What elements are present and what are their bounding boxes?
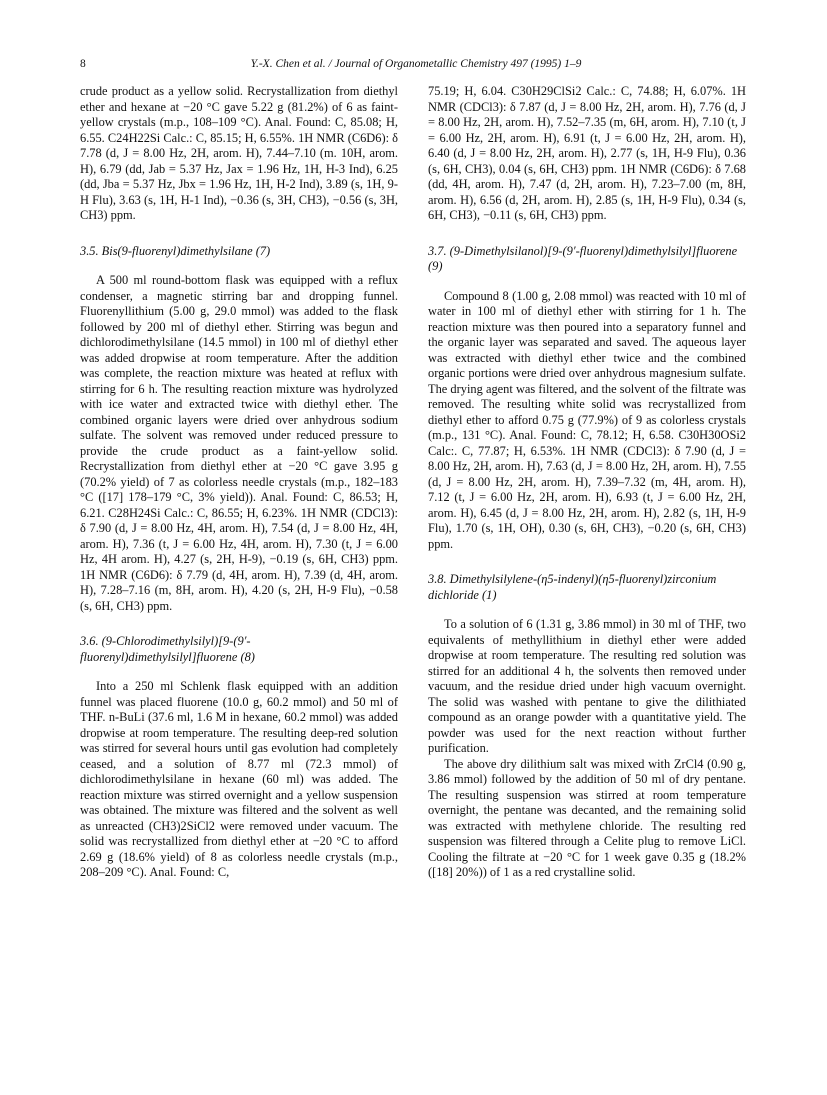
page-number: 8 [80,58,86,70]
paragraph-continued: crude product as a yellow solid. Recrystallization from diethyl ether and hexane at −20 °C gave 5.22 g (81.2%) of 6 as faint-yellow crystals (m.p., 108–109 °C). Anal. Found: C, 85.08; H, 6.55. C24H22Si Calc.: C, 85.15; H, 6.55%. 1H NMR (C6D6): δ 7.78 (d, J = 8.00 Hz, 2H, arom. H), 7.44–7.10 (m. 10H, arom. H), 6.79 (dd, Jab = 5.37 Hz, Jax = 1.96 Hz, 1H, H-3 Ind), 6.25 (dd, Jba = 5.37 Hz, Jbx = 1.96 Hz, 1H, H-2 Ind), 3.89 (s, 1H, 9-H Flu), 3.63 (s, 1H, H-1 Ind), −0.36 (s, 3H, CH3), −0.56 (s, 3H, CH3) ppm. [80,84,398,222]
right-column [428,84,746,881]
running-head: Y.-X. Chen et al. / Journal of Organometallic Chemistry 497 (1995) 1–9 [250,58,582,70]
paragraph-continued: 75.19; H, 6.04. C30H29ClSi2 Calc.: C, 74.88; H, 6.07%. 1H NMR (CDCl3): δ 7.87 (d, J = 8.00 Hz, 2H, arom. H), 7.76 (d, J = 8.00 Hz, 2H, arom. H), 7.52–7.35 (m, 6H, arom. H), 7.10 (t, J = 6.00 Hz, 2H, arom. H), 6.91 (t, J = 6.00 Hz, 2H, arom. H), 6.40 (d, J = 8.00 Hz, 2H, arom. H), 2.77 (s, 1H, H-9 Flu), 0.36 (s, 6H, CH3), 0.04 (s, 6H, CH3) ppm. 1H NMR (C6D6): δ 7.68 (dd, 4H, arom. H), 7.47 (d, 2H, arom. H), 7.23–7.00 (m, 8H, arom. H), 6.56 (d, 2H, arom. H), 2.85 (s, 1H, H-9 Flu), 0.34 (s, 6H, CH3), −0.11 (s, 6H, CH3) ppm. [428,84,746,222]
section-3-8-body-2: The above dry dilithium salt was mixed with ZrCl4 (0.90 g, 3.86 mmol) followed by the addition of 50 ml of dry pentane. The resulting suspension was stirred at room temperature overnight, the pentane was decanted, and the remaining solid was extracted with methylene chloride. The resulting red suspension was filtered through a Celite plug to remove LiCl. Cooling the filtrate at −20 °C for 1 week gave 0.35 g (18.2% ([18] 20%)) of 1 as a red crystalline solid. [428,756,746,879]
section-3-6-body: Into a 250 ml Schlenk flask equipped with an addition funnel was placed fluorene (10.0 g, 60.2 mmol) and 50 ml of THF. n-BuLi (37.6 ml, 1.6 M in hexane, 60.2 mmol) was added dropwise at room temperature. The resulting deep-red solution was stirred for several hours until gas evolution had completely ceased, and a solution of 8.77 ml (72.3 mmol) of dichlorodimethylsilane in hexane (60 ml) was added. The reaction mixture was stirred overnight and a yellow suspension was obtained. The mixture was filtered and the solvent as well as unreacted (CH3)2SiCl2 were removed under vacuum. The solid was recrystallized from diethyl ether at −20 °C to afford 2.69 g (18.6% yield) of 8 as colorless needle crystals (m.p., 208–209 °C). Anal. Found: C, [80,679,398,879]
section-3-5-body: A 500 ml round-bottom flask was equipped with a reflux condenser, a magnetic stirring bar and dropping funnel. Fluorenyllithium (5.00 g, 29.0 mmol) was added to the flask followed by 200 ml of diethyl ether. Stirring was begun and dichlorodimethylsilane (14.5 mmol) in 100 ml of diethyl ether was added dropwise at room temperature. After the addition was complete, the reaction mixture was heated at reflux with stirring for 6 h. The resulting reaction mixture was hydrolyzed with ice water and extracted twice with diethyl ether. The combined organic layers were dried over anhydrous sodium sulfate. The solvent was removed under reduced pressure to provide the crude product as a faint-yellow solid. Recrystallization from diethyl ether at −20 °C gave 3.95 g (70.2% yield) of 7 as colorless needle crystals (m.p., 182–183 °C ([17] 178–179 °C, 3% yield)). Anal. Found: C, 86.53; H, 6.21. C28H24Si Calc.: C, 86.55; H, 6.23%. 1H NMR (CDCl3): δ 7.90 (d, J = 8.00 Hz, 4H, arom. H), 7.54 (d, J = 8.00 Hz, 4H, arom. H), 7.36 (t, J = 6.00 Hz, 4H, arom. H), 7.30 (t, J = 6.00 Hz, 4H arom. H), 4.27 (s, 2H, H-9), −0.19 (s, 6H, CH3) ppm. 1H NMR (C6D6): δ 7.79 (d, 4H, arom. H), 7.39 (d, 4H, arom. H), 7.28–7.16 (m, 8H, arom. H), 4.20 (s, 2H, H-9 Flu), −0.58 (s, 6H, CH3) ppm. [80,273,398,613]
section-3-8-body-1: To a solution of 6 (1.31 g, 3.86 mmol) in 30 ml of THF, two equivalents of methyllithium in diethyl ether were added dropwise at room temperature. The resulting red solution was stirred for an additional 4 h, the solvents then removed under vacuum, and the residue dried under high vacuum overnight. The solid was washed with pentane to give the dilithiated compound as an orange powder with a quantitative yield. The powder was used for the next reaction without further purification. [428,617,746,755]
page-header [80,58,752,76]
section-3-6-heading: 3.6. (9-Chlorodimethylsilyl)[9-(9′-fluorenyl)dimethylsilyl]fluorene (8) [80,634,255,664]
section-3-8-heading: 3.8. Dimethylsilylene-(η5-indenyl)(η5-fluorenyl)zirconium dichloride (1) [428,572,717,602]
section-3-7-heading: 3.7. (9-Dimethylsilanol)[9-(9′-fluorenyl)dimethylsilyl]fluorene (9) [428,243,738,273]
section-3-5-heading: 3.5. Bis(9-fluorenyl)dimethylsilane (7) [80,243,271,258]
section-3-7-body: Compound 8 (1.00 g, 2.08 mmol) was reacted with 10 ml of water in 100 ml of diethyl ether with stirring for 1 h. The reaction mixture was then poured into a separatory funnel and the organic layer was separated and saved. The aqueous layer was extracted with diethyl ether twice and the combined organic portions were dried over anhydrous magnesium sulfate. The drying agent was filtered, and the solvent of the filtrate was removed. The resulting white solid was recrystallized from diethyl ether to afford 0.75 g (77.9%) of 9 as colorless crystals (m.p., 131 °C). Anal. Found: C, 78.12; H, 6.58. C30H30OSi2 Calc:. C, 77.87; H, 6.53%. 1H NMR (CDCl3): δ 7.90 (d, J = 8.00 Hz, 2H, arom. H), 7.63 (d, J = 8.00 Hz, 2H, arom. H), 7.55 (d, J = 8.00 Hz, 2H, arom. H), 7.39–7.32 (m, 4H, arom. H), 7.12 (t, J = 6.00 Hz, 2H, arom. H), 6.93 (t, J = 6.00 Hz, 2H, arom. H), 6.45 (d, J = 8.00 Hz, 2H, arom. H), 2.82 (s, 1H, H-9 Flu), 1.70 (s, 1H, OH), 0.30 (s, 6H, CH3), −0.20 (s, 6H, CH3) ppm. [428,288,746,551]
left-column [80,84,398,881]
